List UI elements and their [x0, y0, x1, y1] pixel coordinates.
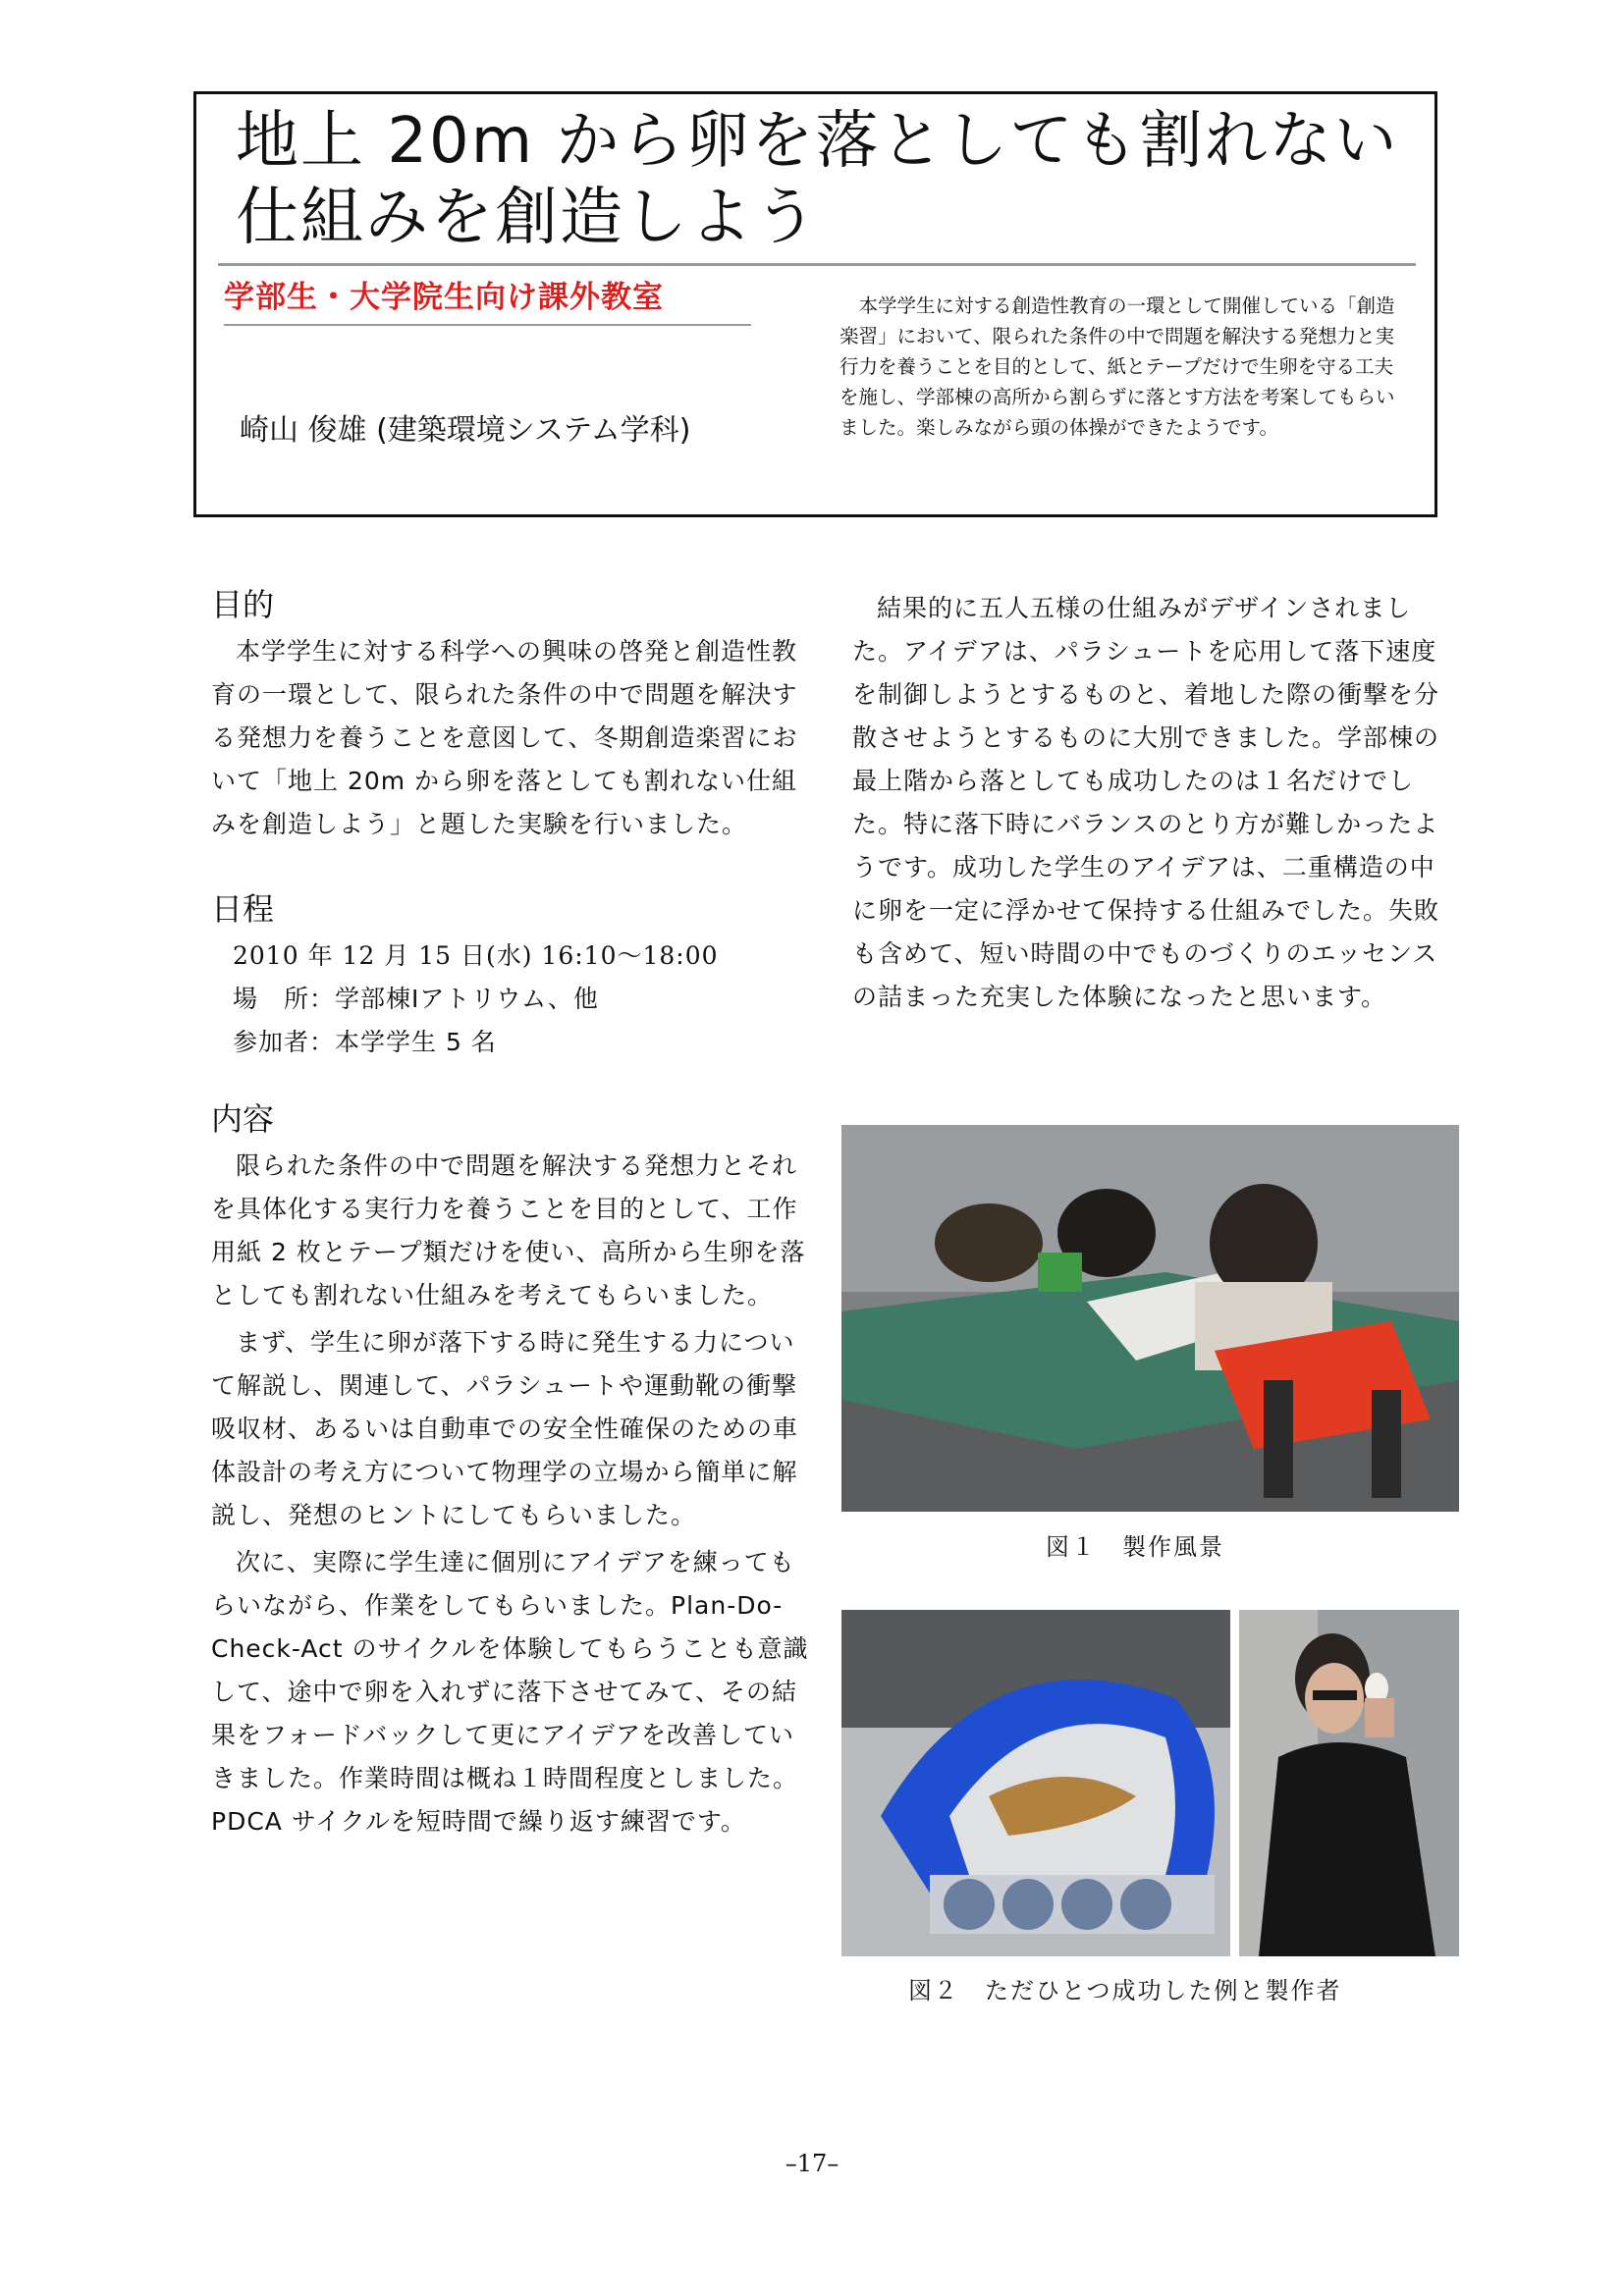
section-heading-content: 内容 [211, 1100, 275, 1138]
section-heading-schedule: 日程 [211, 890, 275, 928]
section-heading-purpose: 目的 [211, 586, 275, 623]
title-line-1: 地上 20m から卵を落としても割れない [236, 105, 1399, 178]
schedule-participants: 参加者：本学学生 5 名 [233, 1028, 497, 1056]
schedule-date: 2010 年 12 月 15 日(水) 16:10～18:00 [233, 941, 719, 970]
paper-device-image [841, 1610, 1230, 1956]
figure-1-photo [841, 1125, 1459, 1512]
figure-2-photo-device [841, 1610, 1230, 1956]
figure-2-caption: 図２ ただひとつ成功した例と製作者 [908, 1977, 1342, 2004]
student-holding-egg-image [1239, 1610, 1459, 1956]
title-divider [218, 263, 1416, 266]
figure-2-photo-maker [1239, 1610, 1459, 1956]
right-column [852, 587, 1441, 1019]
section-schedule [211, 889, 810, 1064]
content-paragraph-1: 限られた条件の中で問題を解決する発想力とそれを具体化する実行力を養うことを目的として、工作用紙 2 枚とテープ類だけを使い、高所から生卵を落としても割れない仕組みを考えてもらいました。 [211, 1151, 806, 1309]
section-purpose [211, 585, 810, 846]
figure-1-caption: 図１ 製作風景 [1046, 1533, 1224, 1561]
page-number: –17– [785, 2150, 839, 2177]
schedule-place: 場 所：学部棟Ⅰアトリウム、他 [233, 985, 599, 1013]
subtitle: 学部生・大学院生向け課外教室 [224, 280, 664, 315]
workshop-scene-image [841, 1125, 1459, 1512]
subtitle-divider [224, 324, 751, 326]
author-line: 崎山 俊雄 (建築環境システム学科) [240, 413, 691, 448]
page-title [236, 103, 1414, 256]
abstract: 本学学生に対する創造性教育の一環として開催している「創造楽習」において、限られた条件の中で問題を解決する発想力と実行力を養うことを目的として、紙とテープだけで生卵を守る工夫を施し、学部棟の高所から割らずに落とす方法を考案してもらいました。楽しみながら頭の体操ができたようです。 [839, 294, 1395, 439]
section-content [211, 1099, 810, 1843]
content-paragraph-3: 次に、実際に学生達に個別にアイデアを練ってもらいながら、作業をしてもらいました。Plan-Do-Check-Act のサイクルを体験してもらうことも意識して、途中で卵を入れずに落下させてみて、その結果をフォードバックして更にアイデアを改善していきました。作業時間は概ね１時間程度としました。PDCA サイクルを短時間で繰り返す練習です。 [211, 1548, 809, 1836]
result-body: 結果的に五人五様の仕組みがデザインされました。アイデアは、パラシュートを応用して落下速度を制御しようとするものと、着地した際の衝撃を分散させようとするものに大別できました。学部棟の最上階から落としても成功したのは１名だけでした。特に落下時にバランスのとり方が難しかったようです。成功した学生のアイデアは、二重構造の中に卵を一定に浮かせて保持する仕組みでした。失敗も含めて、短い時間の中でものづくりのエッセンスの詰まった充実した体験になったと思います。 [852, 594, 1440, 1011]
content-paragraph-2: まず、学生に卵が落下する時に発生する力について解説し、関連して、パラシュートや運動靴の衝撃吸収材、あるいは自動車での安全性確保のための車体設計の考え方について物理学の立場から簡単に解説し、発想のヒントにしてもらいました。 [211, 1328, 799, 1529]
title-line-2: 仕組みを創造しよう [236, 182, 819, 254]
purpose-body: 本学学生に対する科学への興味の啓発と創造性教育の一環として、限られた条件の中で問題を解決する発想力を養うことを意図して、冬期創造楽習において「地上 20m から卵を落としても割れない仕組みを創造しよう」と題した実験を行いました。 [211, 637, 798, 838]
left-column [211, 585, 810, 1843]
